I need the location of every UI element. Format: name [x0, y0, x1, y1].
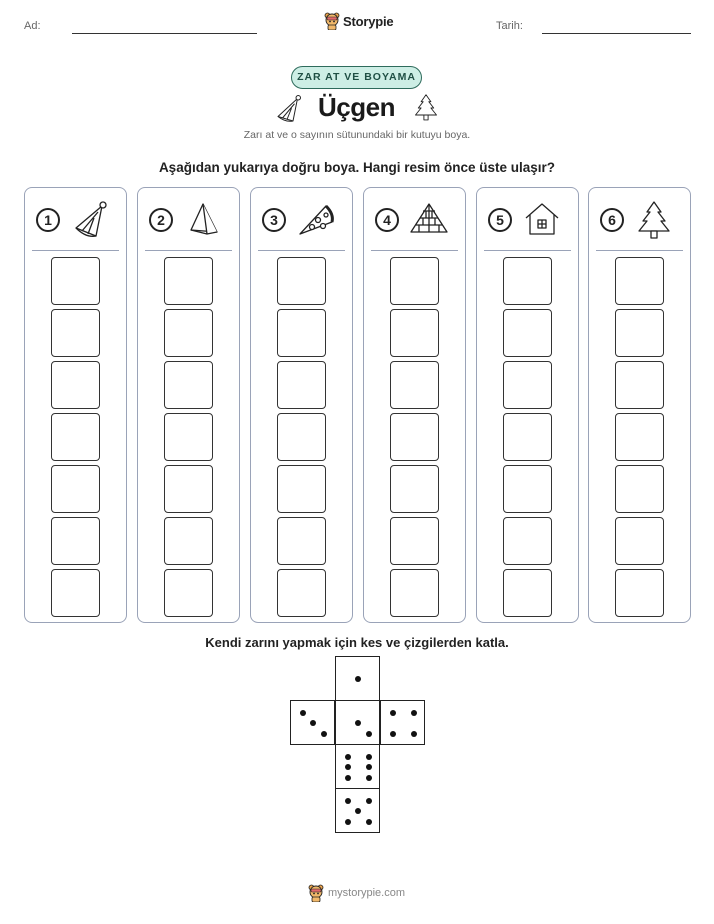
color-box[interactable]: [164, 257, 213, 305]
dice-pip: [321, 731, 327, 737]
color-box[interactable]: [615, 309, 664, 357]
instruction: Aşağıdan yukarıya doğru boya. Hangi resim önce üste ulaşır?: [158, 160, 556, 175]
color-box[interactable]: [164, 413, 213, 461]
dice-pip: [366, 798, 372, 804]
column-header: [589, 200, 690, 240]
dice-face-3: [290, 700, 335, 745]
color-box[interactable]: [390, 413, 439, 461]
color-box[interactable]: [277, 361, 326, 409]
bear-mascot-icon: [324, 12, 340, 30]
column-5: [476, 187, 579, 623]
dice-pip: [345, 754, 351, 760]
color-box[interactable]: [615, 413, 664, 461]
pyramid-icon: [409, 200, 449, 240]
color-columns: [24, 187, 690, 623]
color-box[interactable]: [51, 309, 100, 357]
activity-badge: ZAR AT VE BOYAMA: [291, 66, 422, 89]
dice-face-2: [335, 700, 380, 745]
dice-pip: [366, 754, 372, 760]
color-box[interactable]: [277, 413, 326, 461]
color-box[interactable]: [277, 309, 326, 357]
column-4: [363, 187, 466, 623]
color-box[interactable]: [51, 361, 100, 409]
dice-pip: [355, 720, 361, 726]
color-box[interactable]: [51, 569, 100, 617]
page-title: Üçgen: [318, 92, 395, 122]
pine-tree-icon: [634, 200, 674, 240]
column-3: [250, 187, 353, 623]
color-box[interactable]: [51, 413, 100, 461]
dice-pip: [345, 819, 351, 825]
title-block: [272, 92, 442, 126]
dice-net: [290, 656, 426, 836]
dice-pip: [310, 720, 316, 726]
color-box[interactable]: [51, 517, 100, 565]
dice-pip: [345, 764, 351, 770]
column-header: [477, 200, 578, 240]
party-hat-icon: [275, 94, 305, 124]
color-box[interactable]: [615, 569, 664, 617]
dice-pip: [355, 676, 361, 682]
dice-pip: [366, 764, 372, 770]
color-box[interactable]: [615, 361, 664, 409]
dice-pip: [300, 710, 306, 716]
column-divider: [596, 250, 683, 251]
color-box[interactable]: [503, 257, 552, 305]
color-box[interactable]: [390, 569, 439, 617]
dice-pip: [345, 798, 351, 804]
column-number: 4: [375, 208, 399, 232]
color-box[interactable]: [164, 309, 213, 357]
dice-pip: [355, 808, 361, 814]
column-number: 5: [488, 208, 512, 232]
column-divider: [371, 250, 458, 251]
column-6: [588, 187, 691, 623]
column-number: 1: [36, 208, 60, 232]
color-box[interactable]: [51, 257, 100, 305]
column-header: [251, 200, 352, 240]
color-box[interactable]: [164, 361, 213, 409]
dice-pip: [390, 710, 396, 716]
name-line[interactable]: [72, 33, 257, 34]
footer: [308, 884, 405, 902]
color-box[interactable]: [164, 569, 213, 617]
name-label: Ad:: [24, 20, 41, 32]
column-divider: [32, 250, 119, 251]
dice-pip: [366, 731, 372, 737]
color-box[interactable]: [164, 517, 213, 565]
column-number: 2: [149, 208, 173, 232]
bear-mascot-icon: [308, 884, 324, 902]
color-box[interactable]: [503, 465, 552, 513]
color-box[interactable]: [615, 257, 664, 305]
color-box[interactable]: [503, 517, 552, 565]
color-box[interactable]: [390, 361, 439, 409]
color-box[interactable]: [503, 413, 552, 461]
dice-face-4: [380, 700, 425, 745]
footer-url[interactable]: mystorypie.com: [328, 887, 406, 899]
color-box[interactable]: [615, 517, 664, 565]
dice-face-5: [335, 788, 380, 833]
color-box[interactable]: [277, 517, 326, 565]
column-number: 3: [262, 208, 286, 232]
brand-name: Storypie: [343, 13, 394, 29]
color-box[interactable]: [277, 257, 326, 305]
dice-pip: [411, 731, 417, 737]
color-box[interactable]: [390, 465, 439, 513]
color-box[interactable]: [615, 465, 664, 513]
column-2: [137, 187, 240, 623]
fold-instruction: Kendi zarını yapmak için kes ve çizgilerden katla.: [205, 635, 509, 650]
dice-face-6: [335, 744, 380, 789]
color-box[interactable]: [164, 465, 213, 513]
folded-napkin-icon: [183, 200, 223, 240]
color-box[interactable]: [390, 309, 439, 357]
color-box[interactable]: [390, 517, 439, 565]
column-divider: [258, 250, 345, 251]
worksheet-header: [0, 0, 714, 50]
color-box[interactable]: [503, 361, 552, 409]
dice-pip: [390, 731, 396, 737]
party-hat-icon: [70, 200, 110, 240]
column-divider: [145, 250, 232, 251]
pizza-slice-icon: [296, 200, 336, 240]
column-divider: [484, 250, 571, 251]
dice-pip: [366, 819, 372, 825]
color-box[interactable]: [277, 569, 326, 617]
brand-logo: [324, 12, 393, 30]
date-label: Tarih:: [496, 20, 523, 32]
column-1: [24, 187, 127, 623]
pine-tree-icon: [412, 92, 440, 124]
dice-pip: [345, 775, 351, 781]
color-box[interactable]: [503, 569, 552, 617]
color-box[interactable]: [51, 465, 100, 513]
subtitle: Zarı at ve o sayının sütunundaki bir kutuyu boya.: [243, 129, 471, 141]
column-number: 6: [600, 208, 624, 232]
house-icon: [522, 200, 562, 240]
column-header: [364, 200, 465, 240]
date-line[interactable]: [542, 33, 691, 34]
dice-face-1: [335, 656, 380, 701]
color-box[interactable]: [277, 465, 326, 513]
column-header: [25, 200, 126, 240]
dice-pip: [366, 775, 372, 781]
color-box[interactable]: [390, 257, 439, 305]
color-box[interactable]: [503, 309, 552, 357]
column-header: [138, 200, 239, 240]
dice-pip: [411, 710, 417, 716]
